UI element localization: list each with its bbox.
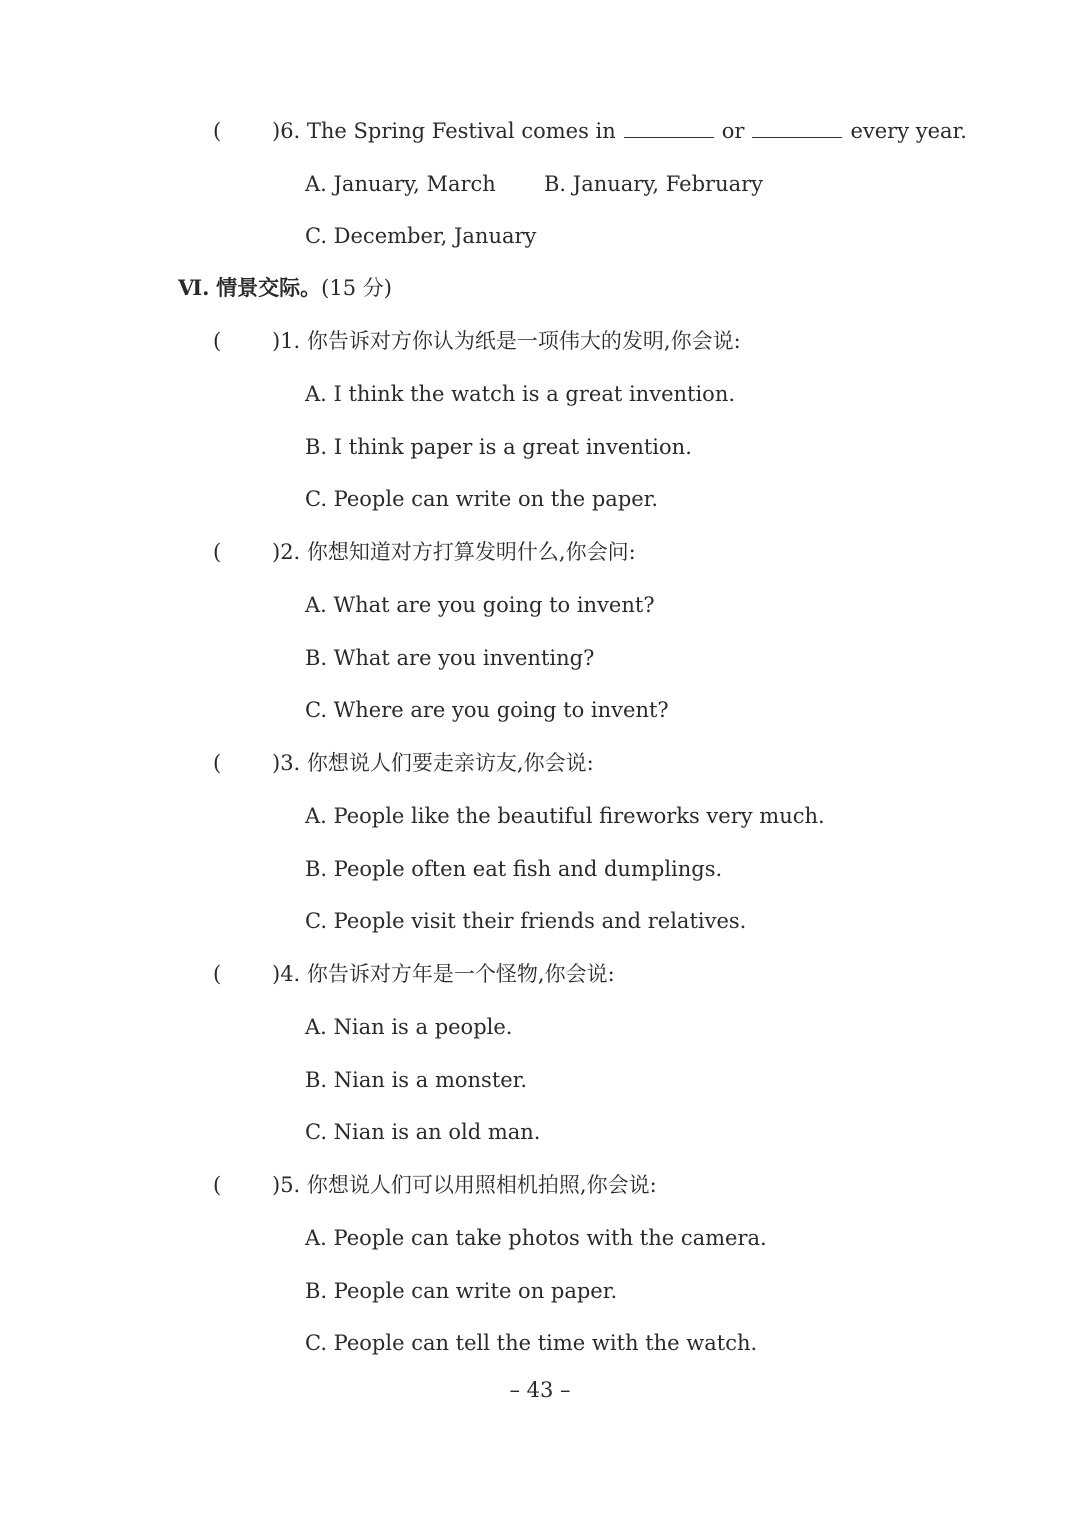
question-3-text: )3. 你想说人们要走亲访友,你会说: xyxy=(272,751,594,775)
option: B. People can write on paper. xyxy=(305,1279,618,1303)
option: C. Nian is an old man. xyxy=(305,1120,541,1144)
question-6-tail: every year. xyxy=(850,119,967,143)
answer-blank-2 xyxy=(752,117,842,138)
page-number: – 43 – xyxy=(509,1378,571,1402)
option: A. January, March xyxy=(305,172,496,196)
question-6-text xyxy=(272,116,967,146)
question-5-text: )5. 你想说人们可以用照相机拍照,你会说: xyxy=(272,1173,657,1197)
option: A. People can take photos with the camera. xyxy=(305,1226,767,1250)
option: C. Where are you going to invent? xyxy=(305,698,669,722)
answer-blank-1 xyxy=(624,117,714,138)
option: B. I think paper is a great invention. xyxy=(305,435,692,459)
option: B. People often eat fish and dumplings. xyxy=(305,857,723,881)
option: A. Nian is a people. xyxy=(305,1015,513,1039)
question-4-text: )4. 你告诉对方年是一个怪物,你会说: xyxy=(272,962,615,986)
option: B. Nian is a monster. xyxy=(305,1068,528,1092)
option: C. People can write on the paper. xyxy=(305,487,659,511)
answer-paren: ( xyxy=(213,119,222,143)
section-title: 情景交际。 xyxy=(216,275,322,300)
section-heading xyxy=(178,273,392,303)
option: C. People can tell the time with the watch. xyxy=(305,1331,758,1355)
option: C. People visit their friends and relatives. xyxy=(305,909,747,933)
answer-paren: ( xyxy=(213,962,222,986)
question-2-text: )2. 你想知道对方打算发明什么,你会问: xyxy=(272,540,636,564)
option: C. December, January xyxy=(305,224,537,248)
option: A. People like the beautiful fireworks very much. xyxy=(305,804,825,828)
option: B. What are you inventing? xyxy=(305,646,595,670)
question-6-label: )6. The Spring Festival comes in xyxy=(272,119,616,143)
answer-paren: ( xyxy=(213,540,222,564)
option: A. I think the watch is a great invention. xyxy=(305,382,736,406)
answer-paren: ( xyxy=(213,1173,222,1197)
question-1-text: )1. 你告诉对方你认为纸是一项伟大的发明,你会说: xyxy=(272,329,741,353)
section-points: (15 分) xyxy=(321,276,392,300)
answer-paren: ( xyxy=(213,751,222,775)
option: A. What are you going to invent? xyxy=(305,593,655,617)
section-number: Ⅵ. xyxy=(178,275,210,300)
question-6-mid: or xyxy=(721,119,745,143)
option: B. January, February xyxy=(544,172,764,196)
answer-paren: ( xyxy=(213,329,222,353)
